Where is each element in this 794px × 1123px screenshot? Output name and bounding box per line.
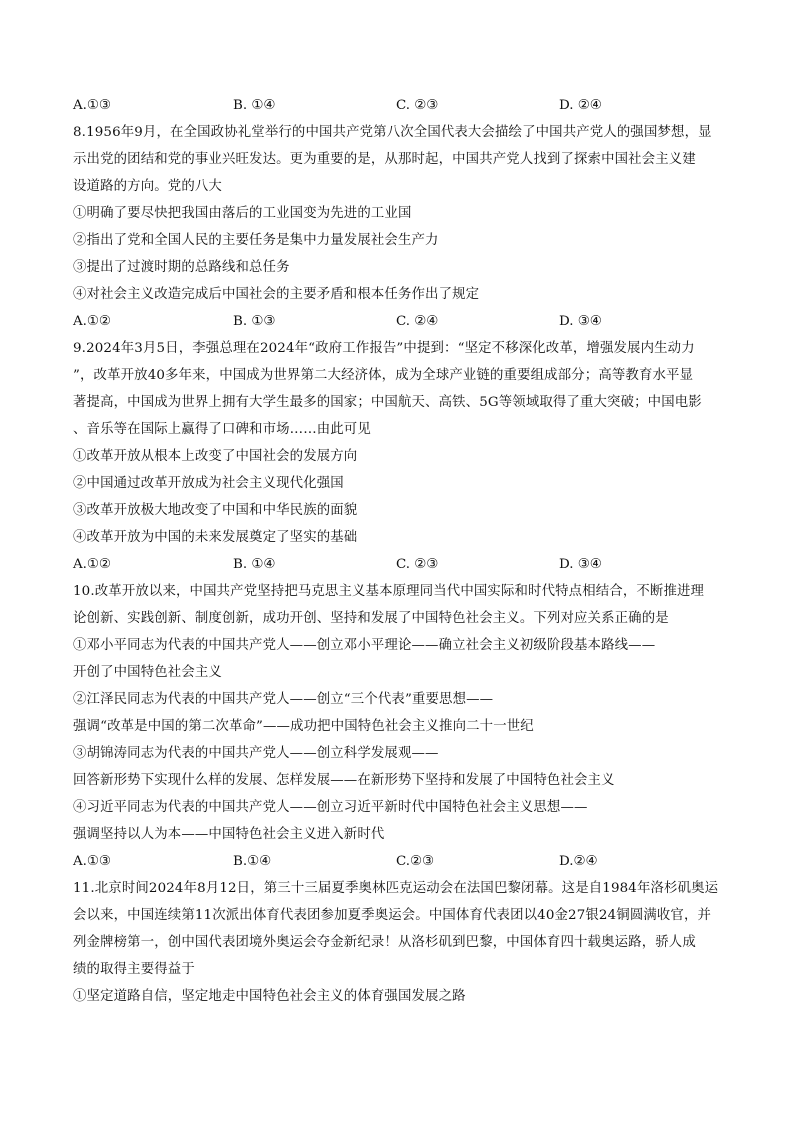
q8-stem-line: 示出党的团结和党的事业兴旺发达。更为重要的是，从那时起，中国共产党人找到了探索中国社会主义建 [73, 152, 696, 167]
q8-item: ①明确了要尽快把我国由落后的工业国变为先进的工业国 [73, 206, 412, 221]
q8-stem-line: 8.1956年9月，在全国政协礼堂举行的中国共产党第八次全国代表大会描绘了中国共产党人的强国梦想，显 [73, 125, 712, 140]
q7-options [73, 92, 728, 119]
option-a: A.①② [73, 557, 111, 572]
question-8 [73, 119, 728, 335]
q9-item: ②中国通过改革开放成为社会主义现代化强国 [73, 476, 344, 491]
q8-stem-line: 设道路的方向。党的八大 [73, 179, 222, 194]
q9-item: ①改革开放从根本上改变了中国社会的发展方向 [73, 449, 358, 464]
q8-options [73, 308, 728, 335]
q10-stem-line: 10.改革开放以来，中国共产党坚持把马克思主义基本原理同当代中国实际和时代特点相结合，不断推进理 [73, 584, 705, 599]
q10-item: 开创了中国特色社会主义 [73, 665, 222, 680]
question-10 [73, 578, 728, 875]
q9-item: ④改革开放为中国的未来发展奠定了坚实的基础 [73, 530, 358, 545]
option-c: C. ②③ [396, 98, 439, 113]
q10-item: ①邓小平同志为代表的中国共产党人——创立邓小平理论——确立社会主义初级阶段基本路线—— [73, 638, 656, 653]
q11-stem-line: 绩的取得主要得益于 [73, 962, 195, 977]
q8-item: ④对社会主义改造完成后中国社会的主要矛盾和根本任务作出了规定 [73, 287, 480, 302]
option-b: B. ①④ [233, 557, 276, 572]
option-c: C.②③ [396, 854, 435, 869]
option-b: B.①④ [233, 854, 272, 869]
q9-stem-line: ”，改革开放40多年来，中国成为世界第二大经济体，成为全球产业链的重要组成部分；高等教育水平显 [73, 368, 694, 383]
q10-item: ③胡锦涛同志为代表的中国共产党人——创立科学发展观—— [73, 746, 439, 761]
option-a: A.①② [73, 314, 111, 329]
q11-stem-line: 会以来，中国连续第11次派出体育代表团参加夏季奥运会。中国体育代表团以40金27银24铜圆满收官，并 [73, 908, 712, 923]
option-a: A.①③ [73, 854, 111, 869]
question-11 [73, 875, 728, 1010]
q10-stem-line: 论创新、实践创新、制度创新，成功开创、坚持和发展了中国特色社会主义。下列对应关系正确的是 [73, 611, 669, 626]
option-d: D.②④ [559, 854, 598, 869]
q10-options [73, 848, 728, 875]
q10-item: ④习近平同志为代表的中国共产党人——创立习近平新时代中国特色社会主义思想—— [73, 800, 588, 815]
option-c: C. ②④ [396, 314, 439, 329]
q11-stem-line: 11.北京时间2024年8月12日，第三十三届夏季奥林匹克运动会在法国巴黎闭幕。这是自1984年洛杉矶奥运 [73, 881, 719, 896]
q9-item: ③改革开放极大地改变了中国和中华民族的面貌 [73, 503, 358, 518]
option-d: D. ③④ [559, 557, 602, 572]
q8-item: ②指出了党和全国人民的主要任务是集中力量发展社会生产力 [73, 233, 439, 248]
q9-options [73, 551, 728, 578]
option-c: C. ②③ [396, 557, 439, 572]
option-d: D. ③④ [559, 314, 602, 329]
option-b: B. ①③ [233, 314, 276, 329]
q8-item: ③提出了过渡时期的总路线和总任务 [73, 260, 290, 275]
q11-item: ①坚定道路自信，坚定地走中国特色社会主义的体育强国发展之路 [73, 989, 466, 1004]
option-b: B. ①④ [233, 98, 276, 113]
q10-item: ②江泽民同志为代表的中国共产党人——创立“三个代表”重要思想—— [73, 692, 494, 707]
q11-stem-line: 列金牌榜第一，创中国代表团境外奥运会夺金新纪录！从洛杉矶到巴黎，中国体育四十载奥运路，骄人成 [73, 935, 696, 950]
option-a: A.①③ [73, 98, 111, 113]
option-d: D. ②④ [559, 98, 602, 113]
q10-item: 回答新形势下实现什么样的发展、怎样发展——在新形势下坚持和发展了中国特色社会主义 [73, 773, 615, 788]
q9-stem-line: 、音乐等在国际上赢得了口碑和市场……由此可见 [73, 422, 371, 437]
q9-stem-line: 9.2024年3月5日，李强总理在2024年“政府工作报告”中提到：“坚定不移深化改革，增强发展内生动力 [73, 341, 695, 356]
question-9 [73, 335, 728, 578]
q10-item: 强调“改革是中国的第二次革命”——成功把中国特色社会主义推向二十一世纪 [73, 719, 534, 734]
q10-item: 强调坚持以人为本——中国特色社会主义进入新时代 [73, 827, 385, 842]
exam-page [73, 92, 728, 1010]
q9-stem-line: 著提高，中国成为世界上拥有大学生最多的国家；中国航天、高铁、5G等领域取得了重大突破；中国电影 [73, 395, 702, 410]
